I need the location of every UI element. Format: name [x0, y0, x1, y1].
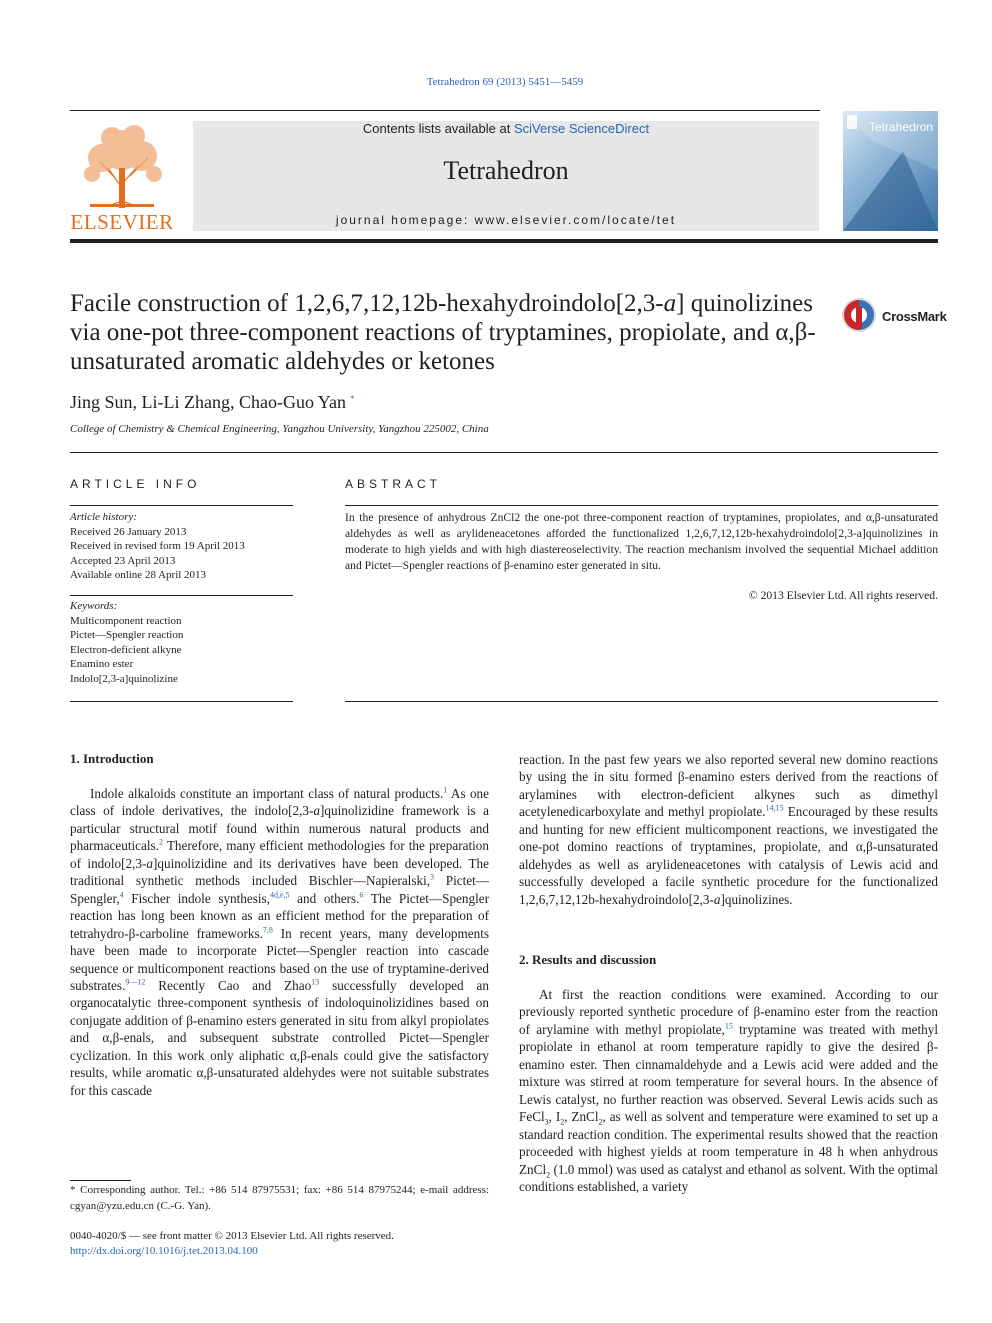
introduction-body-continued: reaction. In the past few years we also reported several new domino reactions by using the in situ formed β-enamino esters derived from the reactions of arylamines with electron-deficient alkynes such as dimethyl acetylenedicarboxylate and methyl propiolate.$^{14,15}$ Encouraged by these results and hunting for new efficient multicomponent reactions, we investigated the one-pot domino reactions of tryptamines, propiolate, and α,β-unsaturated aldehydes as well as arylideneacetones with catalysis of Lewis acid and successfully developed a facile synthetic procedure for the functionalized 1,2,6,7,12,12b-hexahydroindolo[2,3-a]quinolizines.: [519, 752, 938, 907]
keyword-item: Indolo[2,3-a]quinolizine: [70, 672, 178, 685]
article-info-heading: ARTICLE INFO: [70, 477, 201, 491]
divider: [70, 452, 938, 453]
keyword-item: Enamino ester: [70, 658, 134, 670]
keyword-item: Electron-deficient alkyne: [70, 643, 182, 656]
history-item: Available online 28 April 2013: [70, 569, 207, 581]
title-part-1: Facile construction of 1,2,6,7,12,12b-hexahydroindolo[2,3-: [70, 290, 664, 317]
contents-availability: [193, 121, 819, 136]
header-thick-rule: [70, 239, 938, 243]
history-item: Accepted 23 April 2013: [70, 554, 176, 567]
crossmark-label[interactable]: CrossMark: [882, 309, 947, 324]
corresponding-author-footnote: * Corresponding author. Tel.: +86 514 87975531; fax: +86 514 87975244; e-mail address: cgyan@yzu.edu.cn (C.-G. Yan).: [70, 1184, 489, 1212]
author-names: Jing Sun, Li-Li Zhang, Chao-Guo Yan: [70, 392, 346, 412]
front-matter: [70, 1229, 489, 1258]
journal-homepage[interactable]: journal homepage: www.elsevier.com/locate/tet: [335, 213, 677, 227]
abstract-body: In the presence of anhydrous ZnCl2 the one-pot three-component reaction of tryptamines, propiolates, and α,β-unsaturated aldehydes as well as arylideneacetones afforded the functionalized 1,2,6,7,12,12b-hexahydroindolo[2,3-a]quinolizines in moderate to high yields and with high diastereoselectivity. The reaction mechanism involved the sequential Michael addition and Pictet—Spengler reactions of β-enamino ester generated in situ.: [345, 511, 938, 572]
author-list: [70, 392, 355, 413]
divider: [70, 595, 293, 596]
history-item: Received in revised form 19 April 2013: [70, 540, 245, 552]
sciencedirect-link[interactable]: SciVerse ScienceDirect: [513, 121, 650, 136]
divider: [70, 701, 293, 702]
keywords-label: Keywords:: [70, 600, 118, 612]
journal-cover-image: [843, 111, 938, 231]
corresponding-author-mark[interactable]: *: [350, 394, 355, 403]
introduction-body: Indole alkaloids constitute an important class of natural products.$^1$ As one class of indole derivatives, the indolo[2,3-a]quinolizidine framework is a particular structural motif found within numerous natural products and pharmaceuticals.$^2$ Therefore, many efficient methodologies for the preparation of indolo[2,3-a]quinolizidine and its derivatives have been developed. The traditional synthetic methods included Bischler—Napieralski,$^3$ Pictet—Spengler,$^4$ Fischer indole synthesis,$^{4d,e,5}$ and others.$^6$ The Pictet—Spengler reaction has long been known as an efficient method for the preparation of tetrahydro-β-carboline frameworks.$^{7,8}$ In recent years, many developments have been made to incorporate Pictet—Spengler reaction into cascade sequence or multicomponent reactions based on the use of tryptamine-derived substrates.$^{9—12}$ Recently Cao and Zhao$^{13}$ successfully developed an organocatalytic three-component synthesis of indoloquinolizidines based on conjugate addition of β-enamino esters generated in situ from alkyl propiolates and α,β-enals, and subsequent substrate controlled Pictet—Spengler cyclization. In this work only aliphatic α,β-enals could give the satisfactory results, while aromatic α,β-unsaturated aldehydes were not suitable substrates for this cascade: [70, 785, 490, 1098]
divider: [70, 505, 293, 506]
history-item: Received 26 January 2013: [70, 525, 187, 538]
history-label: Article history:: [70, 511, 137, 523]
contents-prefix: Contents lists available at: [362, 121, 514, 136]
article-title: [70, 289, 830, 376]
issn-line: 0040-4020/$ — see front matter © 2013 Elsevier Ltd. All rights reserved.: [70, 1230, 394, 1242]
journal-citation[interactable]: Tetrahedron 69 (2013) 5451—5459: [426, 76, 584, 88]
results-body: At first the reaction conditions were examined. According to our previously reported synthetic procedure of β-enamino ester from the reaction of arylamine with methyl propiolate,$^{15}$ tryptamine was treated with methyl propiolate in ethanol at room temperature rapidly to give the desired β-enamino ester. Then cinnamaldehyde and a Lewis acid were added and the mixture was stirred at room temperature for several hours. In the absence of Lewis catalyst, no further reaction was observed. Several Lewis acids such as FeCl$_3$, $I_2$, ZnCl$_2$, as well as solvent and temperature were examined to set up a standard reaction condition. The experimental results showed that the reaction proceeded with highest yields at room temperature in 48 h when anhydrous ZnCl$_2$ (1.0 mmol) was used as catalyst and ethanol as solvent. With the optimal conditions established, a variety: [519, 987, 938, 1194]
journal-name: Tetrahedron: [443, 156, 569, 185]
abstract-heading: ABSTRACT: [345, 477, 442, 491]
top-divider: [70, 110, 820, 111]
footnote-divider: [70, 1180, 131, 1181]
article-history: [70, 510, 293, 583]
title-italic: a: [663, 290, 677, 317]
title-part-2: ] quinolizines via one-pot three-component reactions of tryptamines, propiolate, and α,β-unsaturated aromatic aldehydes or ketones: [70, 290, 816, 375]
affiliation: College of Chemistry & Chemical Engineering, Yangzhou University, Yangzhou 225002, China: [70, 423, 489, 435]
divider: [345, 701, 938, 702]
elsevier-wordmark: ELSEVIER: [70, 210, 174, 234]
section-heading-results: 2. Results and discussion: [519, 952, 657, 967]
cover-title: Tetrahedron: [869, 120, 934, 134]
divider: [345, 505, 938, 506]
keywords: [70, 599, 293, 686]
doi-link[interactable]: http://dx.doi.org/10.1016/j.tet.2013.04.100: [70, 1244, 258, 1257]
abstract-copyright: © 2013 Elsevier Ltd. All rights reserved.: [748, 589, 938, 602]
section-heading-introduction: 1. Introduction: [70, 751, 154, 766]
keyword-item: Pictet—Spengler reaction: [70, 629, 184, 641]
keyword-item: Multicomponent reaction: [70, 614, 182, 627]
